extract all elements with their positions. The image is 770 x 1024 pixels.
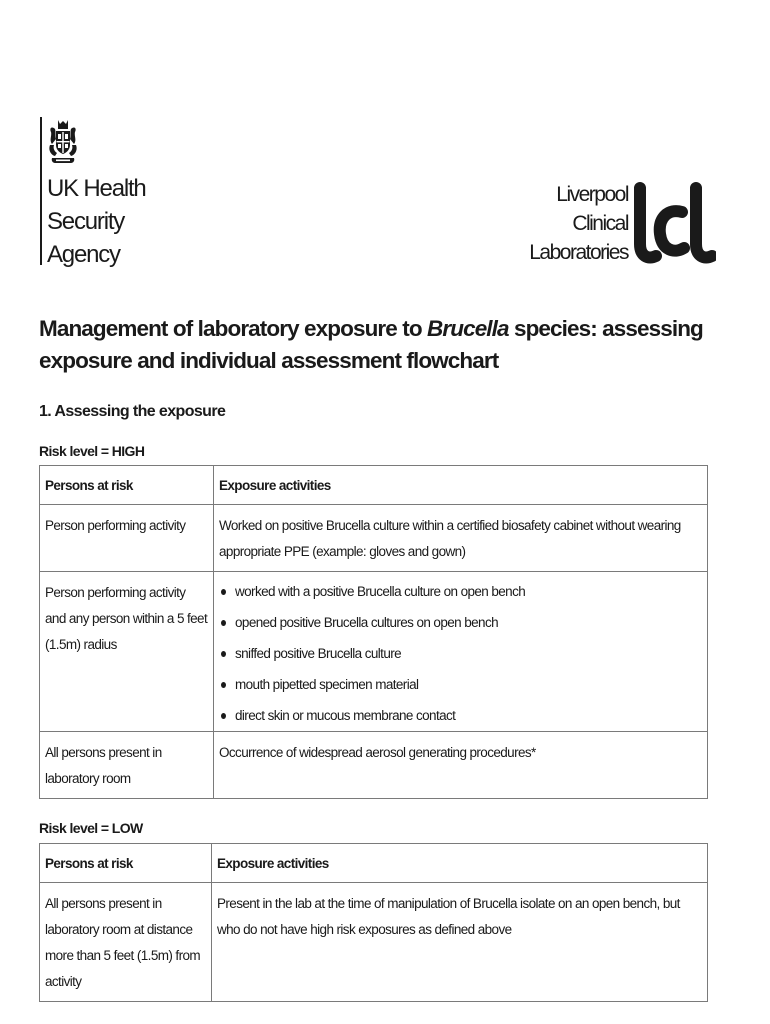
- persons-cell: All persons present in laboratory room at distance more than 5 feet (1.5m) from activity: [40, 883, 212, 1002]
- ukhsa-line: Security: [47, 208, 125, 235]
- title-part-2: species: assessing exposure and individual assessment flowchart: [39, 316, 703, 373]
- table-row: [40, 572, 708, 732]
- risk-level-low-label: Risk level = LOW: [39, 820, 143, 836]
- table-header-row: [40, 466, 708, 505]
- table-row: [40, 732, 708, 799]
- header-persons-at-risk: Persons at risk: [40, 466, 214, 505]
- title-italic-species: Brucella: [427, 316, 509, 341]
- header-exposure-activities: Exposure activities: [214, 466, 708, 505]
- table-header-row: [40, 844, 708, 883]
- lcl-line: Liverpool: [556, 183, 628, 206]
- lcl-line: Laboratories: [529, 241, 628, 264]
- activity-bullet-list: [219, 576, 702, 731]
- royal-crest-icon: [46, 118, 80, 166]
- table-row: [40, 883, 708, 1002]
- list-item: worked with a positive Brucella culture on open bench: [219, 576, 702, 607]
- logo-divider-bar: [40, 117, 42, 265]
- lcl-line: Clinical: [572, 212, 628, 235]
- section-heading: 1. Assessing the exposure: [39, 403, 226, 420]
- low-risk-table: [39, 843, 708, 1002]
- persons-cell: All persons present in laboratory room: [40, 732, 214, 799]
- document-title: [39, 313, 729, 377]
- header-exposure-activities: Exposure activities: [212, 844, 708, 883]
- title-part-1: Management of laboratory exposure to: [39, 316, 428, 341]
- lcl-logo-mark: [626, 182, 716, 266]
- ukhsa-line: Agency: [47, 241, 120, 268]
- list-item: mouth pipetted specimen material: [219, 669, 702, 700]
- lcl-wordmark: [529, 180, 628, 267]
- high-risk-table: [39, 465, 708, 799]
- header-persons-at-risk: Persons at risk: [40, 844, 212, 883]
- risk-level-high-label: Risk level = HIGH: [39, 443, 145, 459]
- table-row: [40, 505, 708, 572]
- persons-cell: Person performing activity: [40, 505, 214, 572]
- activity-cell: Occurrence of widespread aerosol generating procedures*: [214, 732, 708, 799]
- activity-cell: Present in the lab at the time of manipulation of Brucella isolate on an open bench, but who do not have high risk exposures as defined above: [212, 883, 708, 1002]
- list-item: opened positive Brucella cultures on open bench: [219, 607, 702, 638]
- ukhsa-line: UK Health: [47, 175, 146, 202]
- ukhsa-wordmark: [47, 172, 146, 271]
- list-item: direct skin or mucous membrane contact: [219, 700, 702, 731]
- list-item: sniffed positive Brucella culture: [219, 638, 702, 669]
- activity-cell: [214, 572, 708, 732]
- lcl-logo: [530, 180, 720, 270]
- activity-cell: Worked on positive Brucella culture within a certified biosafety cabinet without wearing appropriate PPE (example: gloves and gown): [214, 505, 708, 572]
- persons-cell: Person performing activity and any person within a 5 feet (1.5m) radius: [40, 572, 214, 732]
